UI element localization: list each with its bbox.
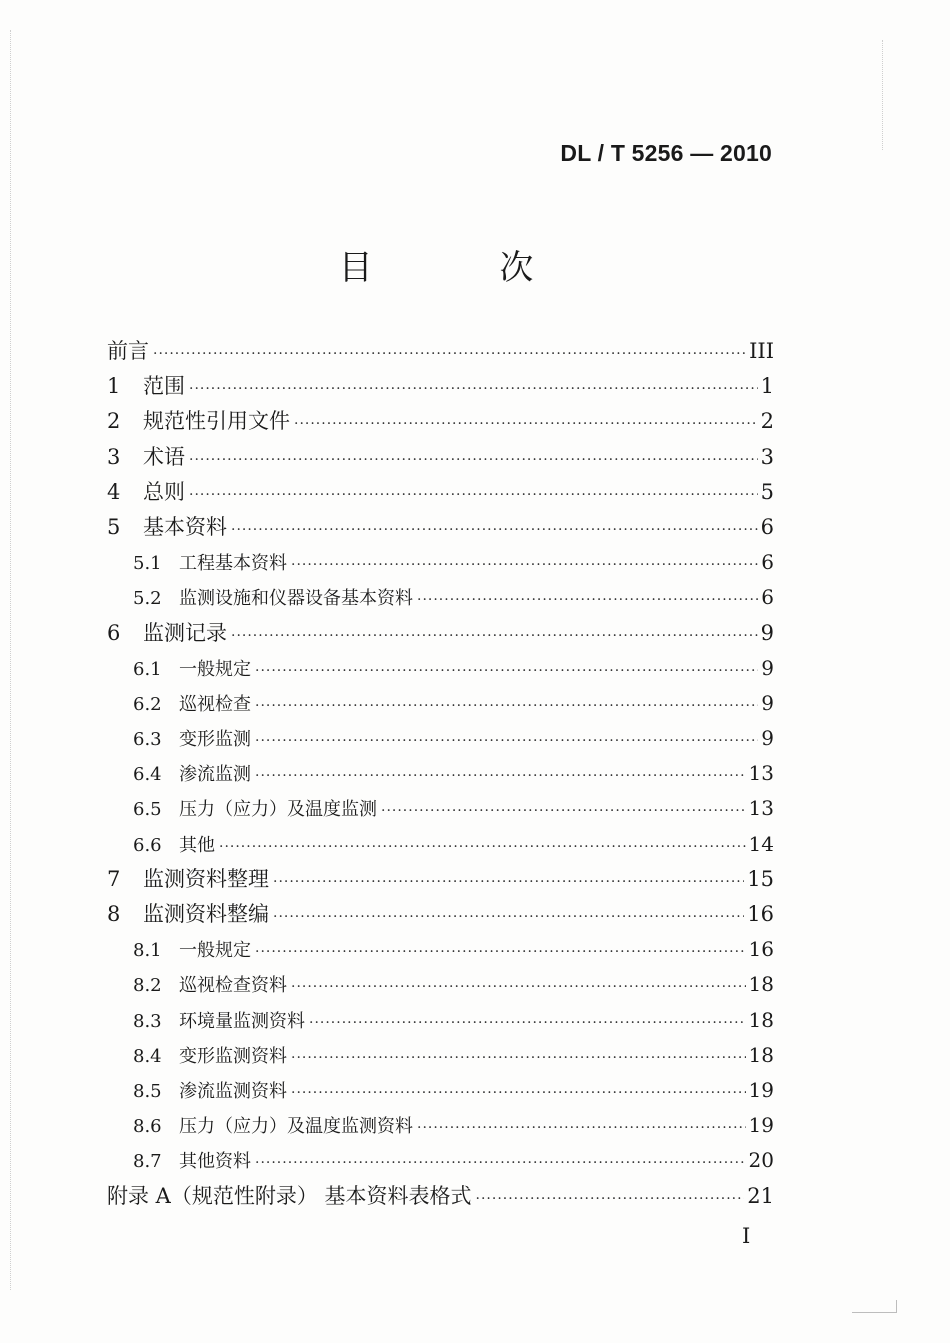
toc-entry[interactable] bbox=[107, 862, 774, 897]
toc-entry[interactable] bbox=[107, 440, 774, 475]
toc-entry[interactable] bbox=[107, 369, 774, 404]
toc-entry-title: 监测设施和仪器设备基本资料 bbox=[179, 588, 413, 610]
toc-entry-number: 6.3 bbox=[133, 729, 162, 751]
toc-subentry[interactable] bbox=[107, 651, 774, 686]
toc-entry-number: 6.4 bbox=[133, 764, 162, 786]
toc-dot-leader bbox=[291, 970, 746, 1005]
toc-entry-number: 8 bbox=[107, 902, 121, 926]
toc-dot-leader bbox=[309, 1006, 746, 1041]
toc-dot-leader bbox=[476, 1182, 745, 1217]
toc-subentry[interactable] bbox=[107, 756, 774, 791]
toc-entry-title: 监测资料整理 bbox=[143, 866, 269, 891]
scan-edge-artifact bbox=[882, 40, 884, 150]
toc-entry-page: 16 bbox=[748, 937, 774, 962]
toc-dot-leader bbox=[291, 1076, 746, 1111]
toc-entry-title: 规范性引用文件 bbox=[143, 409, 290, 434]
toc-entry-title: 巡视检查资料 bbox=[179, 975, 287, 997]
toc-entry-page: 13 bbox=[748, 796, 774, 821]
toc-entry-number: 7 bbox=[107, 866, 121, 891]
toc-subentry[interactable] bbox=[107, 580, 774, 615]
toc-entry-number: 8.2 bbox=[133, 975, 162, 997]
toc-dot-leader bbox=[255, 1146, 746, 1181]
toc-entry-title: 附录 A（规范性附录） 基本资料表格式 bbox=[107, 1183, 472, 1208]
toc-entry[interactable] bbox=[107, 1179, 774, 1214]
toc-dot-leader bbox=[255, 759, 746, 794]
toc-dot-leader bbox=[231, 513, 758, 548]
toc-dot-leader bbox=[291, 548, 758, 583]
toc-entry-number: 8.7 bbox=[133, 1151, 162, 1173]
toc-subentry[interactable] bbox=[107, 1143, 774, 1178]
toc-entry-number: 8.6 bbox=[133, 1116, 162, 1138]
toc-entry-page: 9 bbox=[761, 655, 774, 680]
toc-entry-page: 9 bbox=[761, 690, 774, 715]
toc-subentry[interactable] bbox=[107, 721, 774, 756]
toc-entry-page: III bbox=[749, 339, 774, 363]
toc-entry-page: 2 bbox=[760, 409, 774, 434]
toc-entry-page: 19 bbox=[748, 1077, 774, 1102]
toc-entry-page: 14 bbox=[748, 831, 774, 856]
toc-dot-leader bbox=[255, 935, 746, 970]
toc-subentry[interactable] bbox=[107, 545, 774, 580]
toc-entry[interactable] bbox=[107, 616, 774, 651]
toc-entry-title: 压力（应力）及温度监测资料 bbox=[179, 1116, 413, 1138]
toc-entry-title: 监测记录 bbox=[143, 620, 227, 645]
toc-entry-number: 4 bbox=[107, 479, 121, 504]
toc-entry-page: 3 bbox=[760, 444, 774, 469]
toc-dot-leader bbox=[294, 407, 758, 442]
toc-entry-title: 范围 bbox=[143, 374, 185, 399]
toc-dot-leader bbox=[231, 619, 758, 654]
toc-entry-page: 19 bbox=[748, 1113, 774, 1138]
toc-entry-title: 总则 bbox=[143, 479, 185, 504]
toc-entry-title: 渗流监测资料 bbox=[179, 1080, 287, 1102]
toc-entry-title: 环境量监测资料 bbox=[179, 1010, 305, 1032]
toc-entry-title: 工程基本资料 bbox=[179, 553, 287, 575]
toc-subentry[interactable] bbox=[107, 1073, 774, 1108]
scan-corner-artifact bbox=[852, 1300, 897, 1313]
toc-entry-number: 5.1 bbox=[133, 553, 162, 575]
toc-entry-title: 压力（应力）及温度监测 bbox=[179, 799, 377, 821]
toc-entry-page: 9 bbox=[761, 726, 774, 751]
toc-entry-title: 渗流监测 bbox=[179, 764, 251, 786]
toc-entry[interactable] bbox=[107, 510, 774, 545]
toc-dot-leader bbox=[273, 865, 744, 900]
toc-entry-title: 其他资料 bbox=[179, 1151, 251, 1173]
toc-entry-number: 8.1 bbox=[133, 940, 162, 962]
toc-dot-leader bbox=[153, 337, 746, 372]
toc-entry-page: 15 bbox=[747, 866, 774, 891]
toc-entry-number: 5 bbox=[107, 514, 121, 539]
toc-entry-page: 13 bbox=[748, 761, 774, 786]
toc-entry-title: 监测资料整编 bbox=[143, 902, 269, 926]
toc-entry-number: 5.2 bbox=[133, 588, 162, 610]
toc-entry-title: 前言 bbox=[107, 339, 149, 363]
page-title: 目 次 bbox=[338, 248, 592, 288]
toc-entry[interactable] bbox=[107, 334, 774, 369]
toc-subentry[interactable] bbox=[107, 791, 774, 826]
toc-dot-leader bbox=[219, 830, 746, 865]
toc-entry-page: 1 bbox=[760, 374, 774, 399]
table-of-contents bbox=[107, 334, 774, 1214]
toc-dot-leader bbox=[189, 478, 758, 513]
toc-entry-page: 6 bbox=[760, 514, 774, 539]
toc-entry-number: 3 bbox=[107, 444, 121, 469]
toc-entry-number: 6 bbox=[107, 620, 121, 645]
toc-entry-title: 其他 bbox=[179, 834, 215, 856]
toc-entry-number: 8.4 bbox=[133, 1045, 162, 1067]
toc-dot-leader bbox=[189, 443, 758, 478]
toc-subentry[interactable] bbox=[107, 1038, 774, 1073]
toc-subentry[interactable] bbox=[107, 1108, 774, 1143]
toc-entry-title: 一般规定 bbox=[179, 658, 251, 680]
toc-dot-leader bbox=[417, 583, 758, 618]
toc-entry-number: 6.1 bbox=[133, 658, 162, 680]
toc-entry[interactable] bbox=[107, 897, 774, 932]
toc-entry-number: 6.6 bbox=[133, 834, 162, 856]
toc-dot-leader bbox=[189, 372, 758, 407]
toc-entry-title: 术语 bbox=[143, 444, 185, 469]
toc-subentry[interactable] bbox=[107, 827, 774, 862]
toc-entry-page: 9 bbox=[760, 620, 774, 645]
toc-dot-leader bbox=[291, 1041, 746, 1076]
toc-entry-number: 6.5 bbox=[133, 799, 162, 821]
toc-entry-number: 8.3 bbox=[133, 1010, 162, 1032]
toc-entry-title: 一般规定 bbox=[179, 940, 251, 962]
toc-entry-title: 基本资料 bbox=[143, 514, 227, 539]
toc-entry-page: 6 bbox=[761, 585, 774, 610]
toc-dot-leader bbox=[273, 900, 744, 935]
toc-entry-page: 16 bbox=[747, 902, 774, 926]
scan-edge-artifact bbox=[10, 30, 12, 1290]
toc-subentry[interactable] bbox=[107, 967, 774, 1002]
toc-subentry[interactable] bbox=[107, 1003, 774, 1038]
toc-entry-page: 18 bbox=[748, 1007, 774, 1032]
toc-entry-title: 变形监测 bbox=[179, 729, 251, 751]
toc-entry-title: 巡视检查 bbox=[179, 693, 251, 715]
toc-entry-number: 8.5 bbox=[133, 1080, 162, 1102]
toc-dot-leader bbox=[417, 1111, 746, 1146]
toc-entry[interactable] bbox=[107, 404, 774, 439]
toc-entry-number: 6.2 bbox=[133, 693, 162, 715]
toc-entry-page: 6 bbox=[761, 550, 774, 575]
page-number: I bbox=[742, 1224, 751, 1248]
toc-dot-leader bbox=[255, 724, 758, 759]
toc-entry[interactable] bbox=[107, 475, 774, 510]
toc-entry-number: 2 bbox=[107, 409, 121, 434]
toc-entry-page: 18 bbox=[748, 1042, 774, 1067]
toc-entry-page: 18 bbox=[748, 972, 774, 997]
toc-entry-page: 21 bbox=[747, 1183, 774, 1208]
toc-entry-page: 5 bbox=[760, 479, 774, 504]
toc-entry-number: 1 bbox=[107, 374, 121, 399]
standard-number: DL / T 5256 — 2010 bbox=[560, 140, 772, 166]
toc-dot-leader bbox=[255, 689, 758, 724]
toc-entry-title: 变形监测资料 bbox=[179, 1045, 287, 1067]
toc-dot-leader bbox=[255, 654, 758, 689]
toc-subentry[interactable] bbox=[107, 686, 774, 721]
toc-dot-leader bbox=[381, 794, 746, 829]
toc-subentry[interactable] bbox=[107, 932, 774, 967]
toc-entry-page: 20 bbox=[748, 1148, 774, 1173]
